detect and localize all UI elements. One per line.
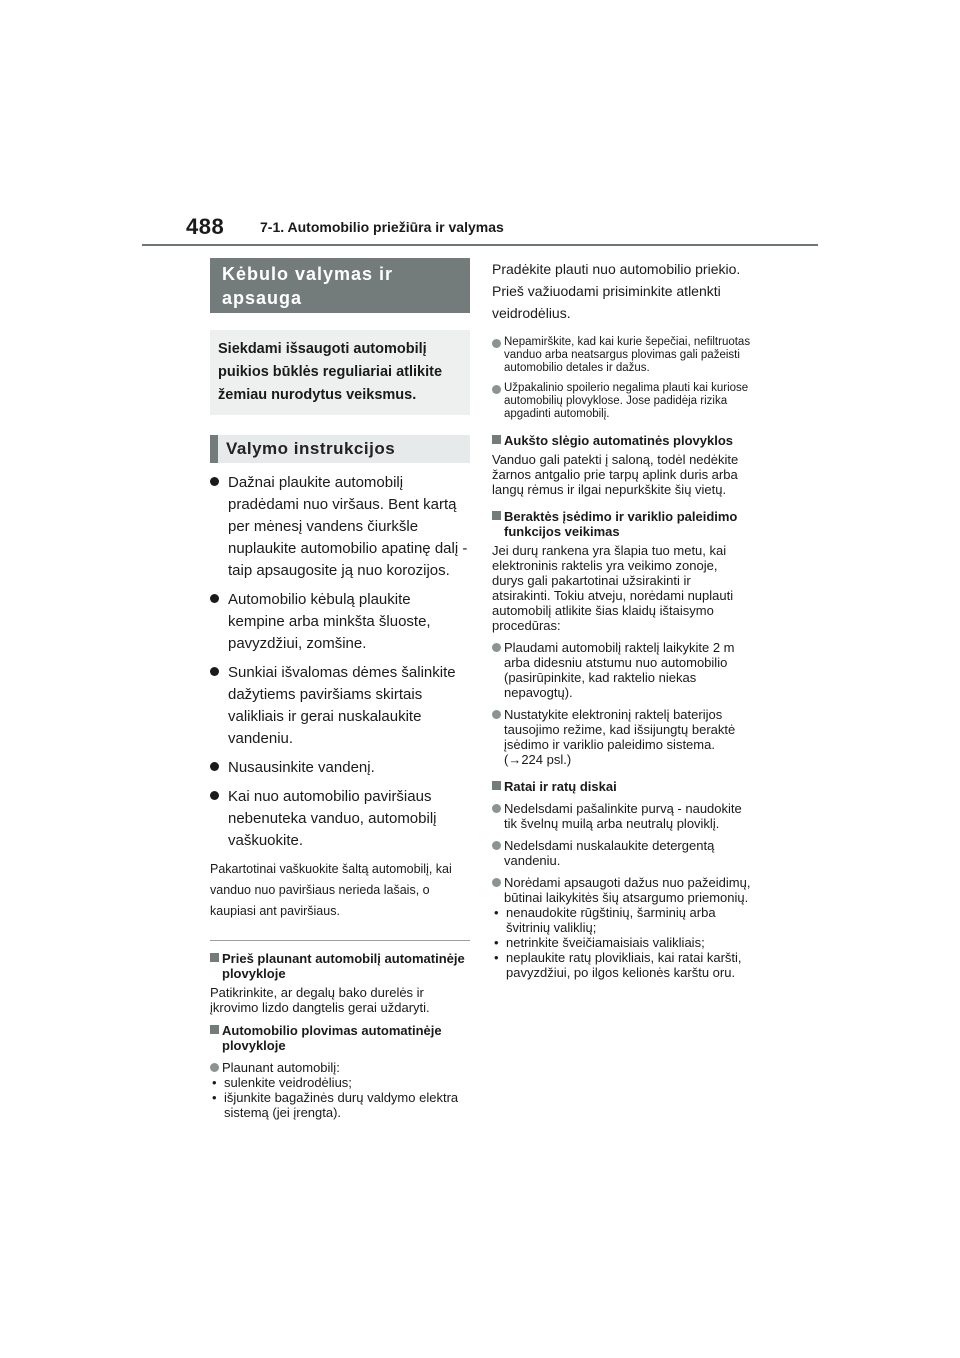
- circle-bullet-icon: [492, 710, 501, 719]
- lead-paragraph: Pradėkite plauti nuo automobilio priekio. Prieš važiuodami prisiminkite atlenkti veidrodėlius.: [492, 261, 741, 321]
- square-bullet-icon: [492, 781, 501, 790]
- circle-item: Plaunant automobilį:: [210, 1060, 470, 1075]
- circle-bullet-icon: [492, 878, 501, 887]
- dash-list: [210, 1075, 470, 1120]
- section-heading: Beraktės įsėdimo ir variklio paleidimo funkcijos veikimas: [492, 509, 752, 539]
- chapter-title: 7-1. Automobilio priežiūra ir valymas: [260, 219, 504, 235]
- page-number: 488: [186, 214, 225, 239]
- instruction-item: Kai nuo automobilio paviršiaus nebenuteka vanduo, automobilį vaškuokite.: [210, 786, 470, 852]
- bullet-icon: [210, 667, 219, 676]
- paragraph: Jei durų rankena yra šlapia tuo metu, kai elektroninis raktelis yra veikimo zonoje, durys gali pakartotinai užsirakinti ir atsirakinti. Tokiu atveju, norėdami nuplauti automobilį atlikite šias klaidų ištaisymo procedūras:: [492, 543, 734, 633]
- circle-item: Užpakalinio spoilerio negalima plauti kai kuriose automobilių plovyklose. Jose padidėja rizika apgadinti automobilį.: [492, 382, 752, 421]
- paragraph: Patikrinkite, ar degalų bako durelės ir įkrovimo lizdo dangtelis gerai uždaryti.: [210, 985, 430, 1015]
- circle-item: Nedelsdami pašalinkite purvą - naudokite tik švelnų muilą arba neutralų ploviklį.: [492, 801, 752, 831]
- section-heading: Automobilio plovimas automatinėje plovykloje: [210, 1023, 470, 1053]
- bullet-icon: [210, 762, 219, 771]
- bullet-icon: [210, 477, 219, 486]
- circle-item: Nustatykite elektroninį raktelį baterijos tausojimo režime, kad išsijungtų beraktė įsėdimo ir variklio paleidimo sistema. (→224 psl.): [492, 707, 752, 767]
- dash-item: • neplaukite ratų plovikliais, kai ratai karšti, pavyzdžiui, po ilgos kelionės karštu oru.: [494, 950, 742, 980]
- dash-list: [492, 905, 752, 980]
- section-title: Kėbulo valymas ir apsauga: [210, 258, 470, 313]
- subsection-title: Valymo instrukcijos: [210, 435, 470, 463]
- dash-item: • netrinkite šveičiamaisiais valikliais;: [494, 935, 705, 950]
- circle-bullet-icon: [492, 643, 501, 652]
- square-bullet-icon: [210, 1025, 219, 1034]
- circle-bullet-icon: [492, 339, 501, 348]
- dash-item: • išjunkite bagažinės durų valdymo elektra sistemą (jei įrengta).: [212, 1090, 459, 1120]
- dash-item: • sulenkite veidrodėlius;: [212, 1075, 352, 1090]
- circle-bullet-icon: [492, 841, 501, 850]
- section-heading: Aukšto slėgio automatinės plovyklos: [492, 433, 752, 448]
- instruction-list: [210, 472, 470, 852]
- header-rule: [142, 244, 818, 246]
- square-bullet-icon: [492, 435, 501, 444]
- right-column: [492, 258, 752, 980]
- circle-bullet-icon: [492, 385, 501, 394]
- section-heading: Ratai ir ratų diskai: [492, 779, 752, 794]
- instruction-item: Nusausinkite vandenį.: [210, 757, 470, 779]
- section-heading: Prieš plaunant automobilį automatinėje plovykloje: [210, 951, 470, 981]
- circle-item: Nedelsdami nuskalaukite detergentą vandeniu.: [492, 838, 752, 868]
- bullet-icon: [210, 791, 219, 800]
- instruction-item: Automobilio kėbulą plaukite kempine arba minkšta šluoste, pavyzdžiui, zomšine.: [210, 589, 470, 655]
- circle-bullet-icon: [492, 804, 501, 813]
- intro-box: Siekdami išsaugoti automobilį puikios būklės reguliariai atlikite žemiau nurodytus veiksmus.: [210, 330, 470, 415]
- square-bullet-icon: [210, 953, 219, 962]
- wax-note: Pakartotinai vaškuokite šaltą automobilį, kai vanduo nuo paviršiaus nerieda lašais, o kaupiasi ant paviršiaus.: [210, 862, 452, 918]
- divider: [210, 940, 470, 941]
- left-column: [210, 258, 470, 1120]
- instruction-item: Dažnai plaukite automobilį pradėdami nuo viršaus. Bent kartą per mėnesį vandens čiurkšle nuplaukite automobilio apatinę dalį - taip apsaugosite ją nuo korozijos.: [210, 472, 470, 582]
- instruction-item: Sunkiai išvalomas dėmes šalinkite dažytiems paviršiams skirtais valikliais ir gerai nuskalaukite vandeniu.: [210, 662, 470, 750]
- paragraph: Vanduo gali patekti į saloną, todėl nedėkite žarnos antgalio prie tarpų aplink duris arba langų rėmus ir ilgai nepurkškite šių vietų.: [492, 452, 739, 497]
- square-bullet-icon: [492, 511, 501, 520]
- circle-bullet-icon: [210, 1063, 219, 1072]
- dash-item: • nenaudokite rūgštinių, šarminių arba švitrinių valiklių;: [494, 905, 716, 935]
- circle-item: Norėdami apsaugoti dažus nuo pažeidimų, būtinai laikykitės šių atsargumo priemonių.: [492, 875, 752, 905]
- bullet-icon: [210, 594, 219, 603]
- circle-item: Plaudami automobilį raktelį laikykite 2 m arba didesniu atstumu nuo automobilio (pasirūpinkite, kad raktelio niekas nepavogtų).: [492, 640, 752, 700]
- circle-item: Nepamirškite, kad kai kurie šepečiai, nefiltruotas vanduo arba neatsargus plovimas gali pažeisti automobilio detales ir dažus.: [492, 336, 752, 375]
